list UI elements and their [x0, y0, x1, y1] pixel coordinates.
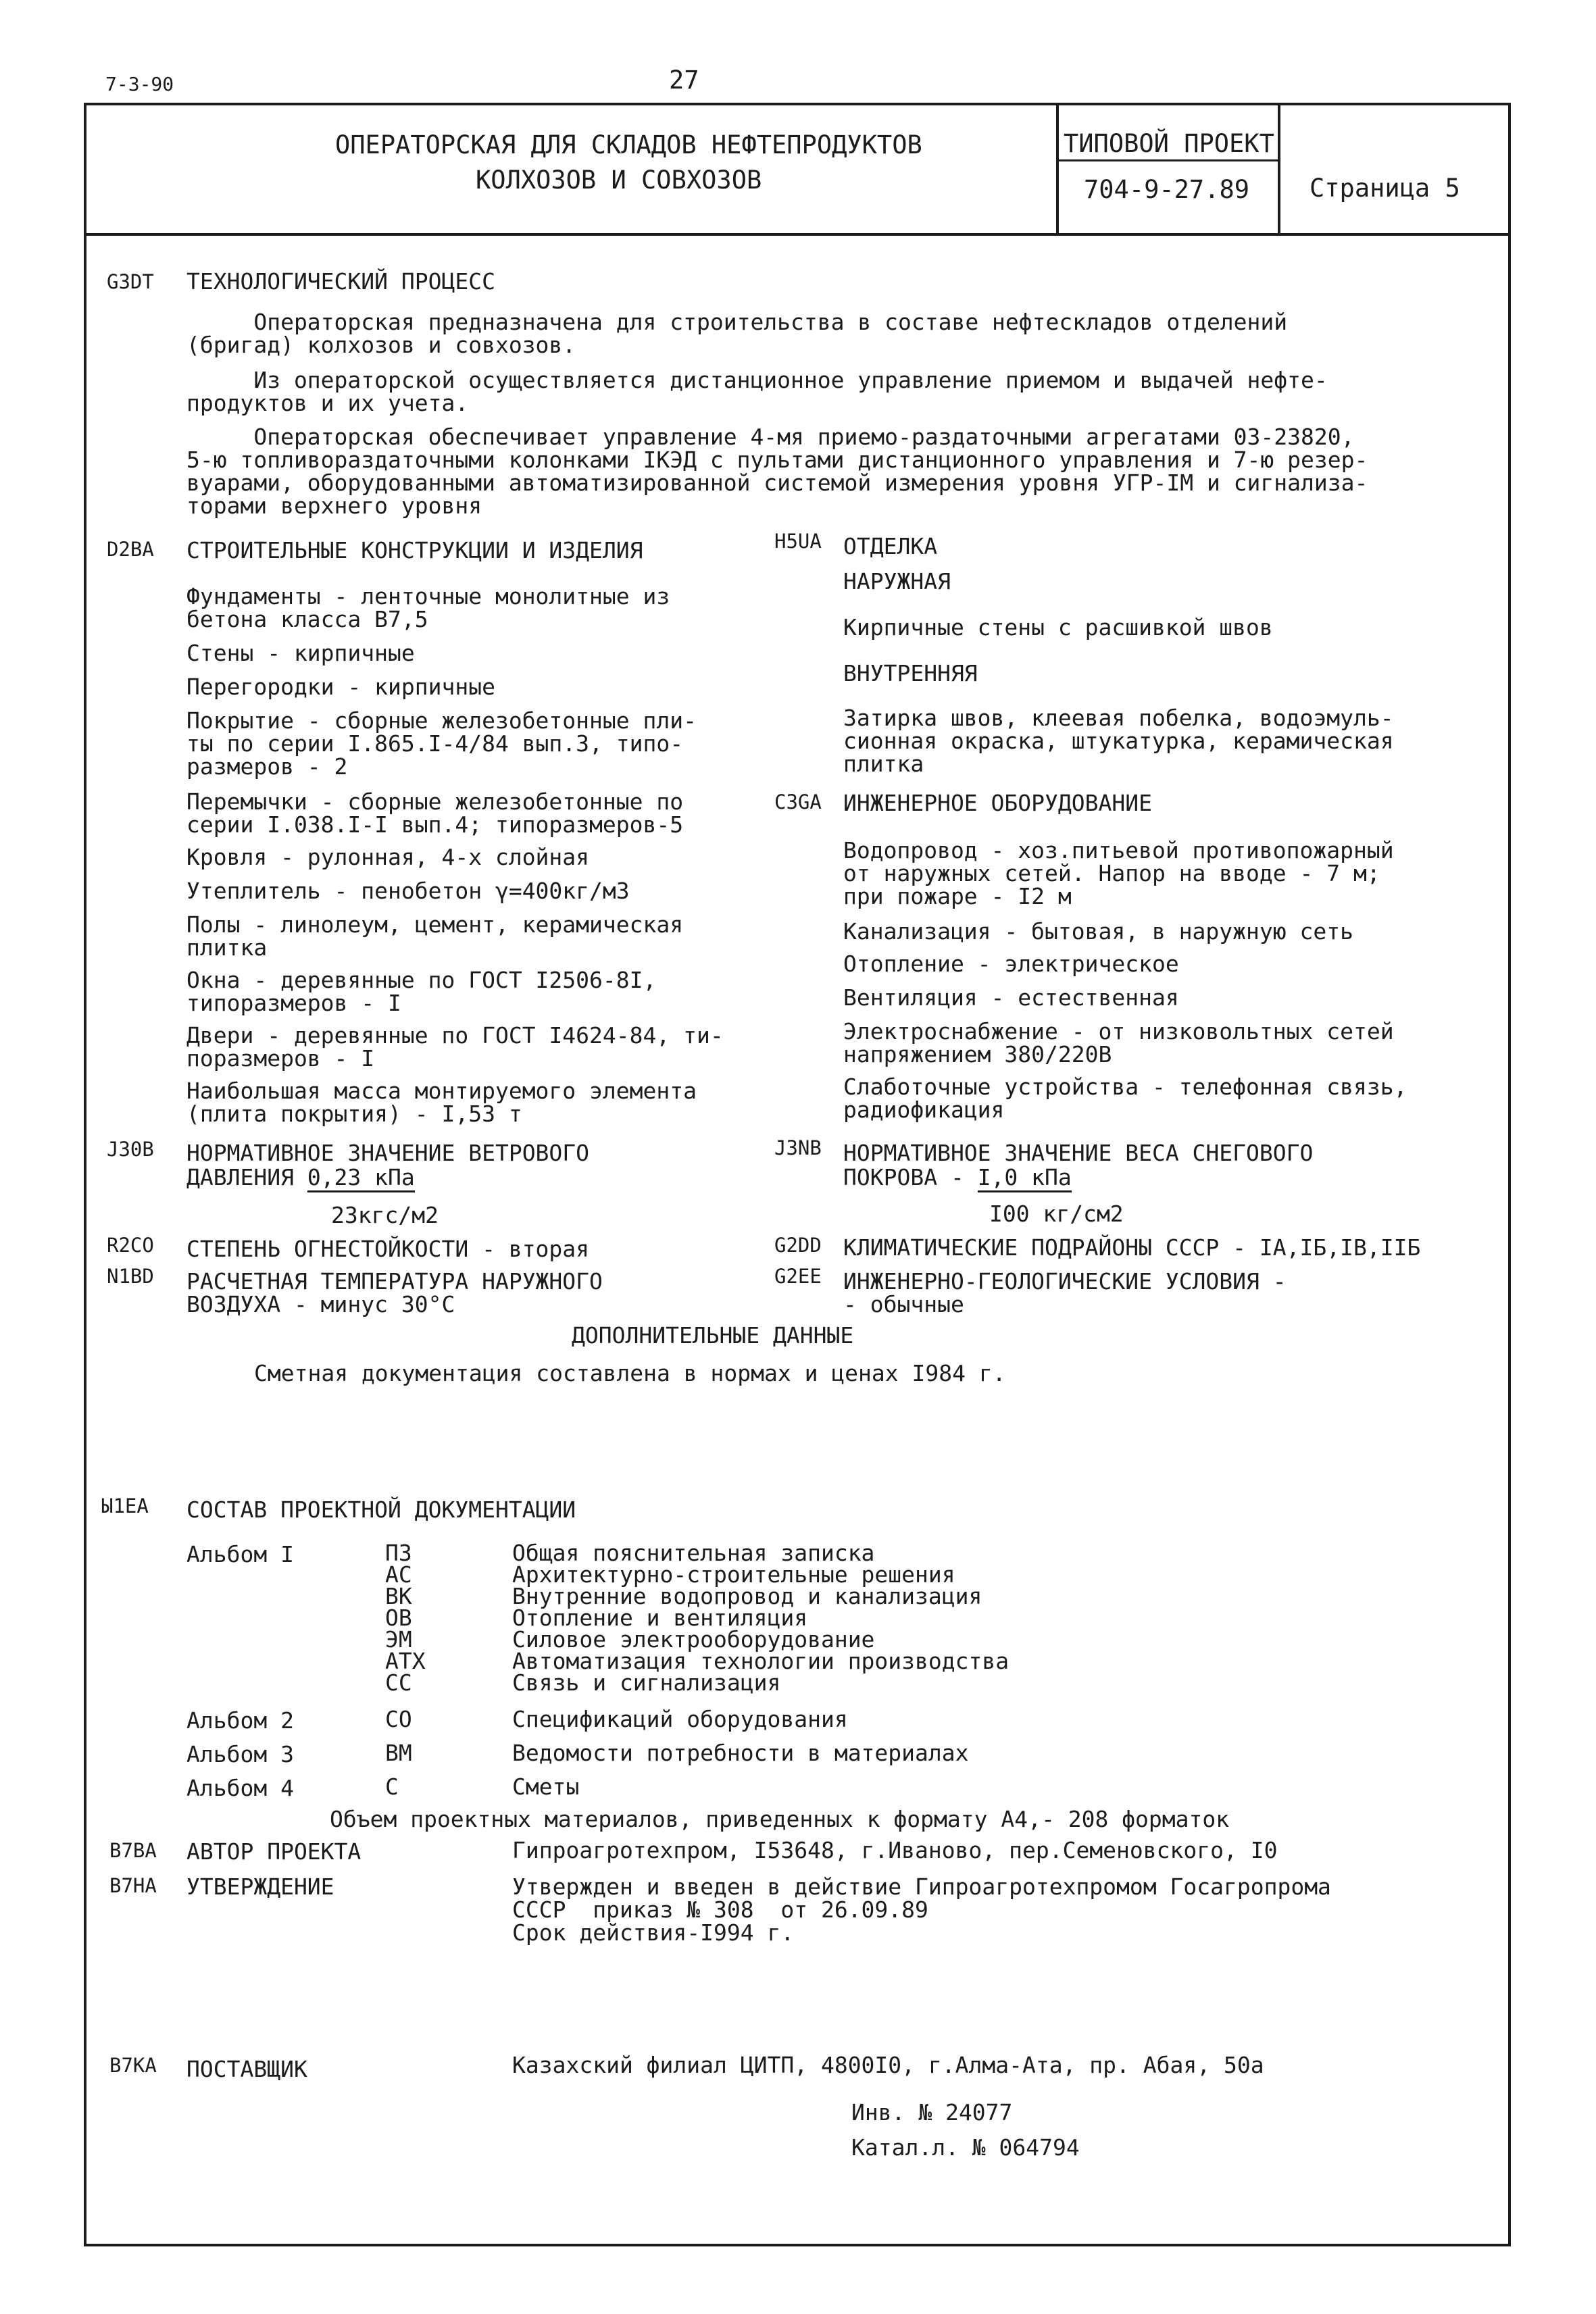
doc-desc: Архитектурно-строительные решения: [512, 1561, 955, 1588]
construct-item: Утеплитель - пенобетон γ=400кг/м3: [186, 878, 630, 904]
tech-paragraph-3: Операторская обеспечивает управление 4-мя приемо-раздаточными агрегатами 03-23820, 5-ю топливораздаточными колонками IКЭД с пультами дистанционного управления и 7-ю резер- вуарами, оборудованными автоматизированной системой измерения уровня УГР-IM и сигнализа- торами верхнего уровня: [186, 424, 1368, 519]
additional-title: ДОПОЛНИТЕЛЬНЫЕ ДАННЫЕ: [572, 1322, 854, 1349]
finish-outer-text: Кирпичные стены с расшивкой швов: [843, 614, 1273, 640]
album-label: Альбом 4: [186, 1775, 294, 1801]
doc-desc: Силовое электрооборудование: [512, 1626, 875, 1653]
doc-mark: ОВ: [385, 1605, 412, 1631]
sheet-ref: 7-3-90: [105, 73, 174, 95]
tech-paragraph-2: Из операторской осуществляется дистанционное управление приемом и выдачей нефте- продуктов и их учета.: [186, 367, 1328, 416]
construct-item: Кровля - рулонная, 4-х слойная: [186, 844, 590, 870]
snow-title: НОРМАТИВНОЕ ЗНАЧЕНИЕ ВЕСА СНЕГОВОГО: [843, 1140, 1314, 1166]
section-code: J3NB: [774, 1136, 822, 1159]
snow-alt-value: I00 кг/см2: [989, 1201, 1124, 1227]
doc-desc: Общая пояснительная записка: [512, 1540, 875, 1566]
section-title-engineering: ИНЖЕНЕРНОЕ ОБОРУДОВАНИЕ: [843, 790, 1152, 816]
page-number: 27: [669, 66, 699, 95]
construct-item: Двери - деревянные по ГОСТ I4624-84, ти- поразмеров - I: [186, 1022, 724, 1072]
tech-paragraph-1: Операторская предназначена для строительства в составе нефтескладов отделений (бригад) колхозов и совхозов.: [186, 309, 1288, 358]
section-title-finish: ОТДЕЛКА: [843, 533, 938, 559]
construct-item: Стены - кирпичные: [186, 640, 415, 666]
document-title-line2: КОЛХОЗОВ И СОВХОЗОВ: [476, 166, 762, 195]
engineering-item: Электроснабжение - от низковольтных сетей напряжением 380/220В: [843, 1018, 1394, 1067]
construct-item: Перемычки - сборные железобетонные по серии I.038.I-I вып.4; типоразмеров-5: [186, 788, 684, 838]
construct-item: Полы - линолеум, цемент, керамическая плитка: [186, 911, 684, 961]
doc-desc: Связь и сигнализация: [512, 1669, 781, 1696]
doc-mark: ЭМ: [385, 1626, 412, 1653]
section-code: B7HA: [109, 1874, 157, 1897]
finish-outer-title: НАРУЖНАЯ: [843, 568, 951, 595]
doc-mark: СО: [385, 1706, 412, 1732]
construct-item: Наибольшая масса монтируемого элемента (плита покрытия) - I,53 т: [186, 1078, 697, 1127]
section-title-tech: ТЕХНОЛОГИЧЕСКИЙ ПРОЦЕСС: [186, 268, 495, 295]
finish-inner-text: Затирка швов, клеевая побелка, водоэмуль- сионная окраска, штукатурка, керамическая плитка: [843, 705, 1394, 777]
additional-text: Сметная документация составлена в нормах и ценах I984 г.: [254, 1360, 1006, 1386]
construct-item: Перегородки - кирпичные: [186, 674, 495, 700]
author-value: Гипроагротехпром, I53648, г.Иваново, пер.Семеновского, I0: [512, 1837, 1278, 1863]
album-label: Альбом 2: [186, 1707, 294, 1734]
engineering-item: Слаботочные устройства - телефонная связь, радиофикация: [843, 1074, 1407, 1123]
doc-desc: Внутренние водопровод и канализация: [512, 1583, 982, 1609]
doc-desc: Автоматизация технологии производства: [512, 1648, 1009, 1674]
engineering-item: Отопление - электрическое: [843, 951, 1179, 977]
geology-conditions: ИНЖЕНЕРНО-ГЕОЛОГИЧЕСКИЕ УСЛОВИЯ - - обычные: [843, 1268, 1287, 1317]
project-label: ТИПОВОЙ ПРОЕКТ: [1064, 129, 1274, 158]
header-project-divider: [1056, 159, 1279, 161]
section-code: C3GA: [774, 790, 822, 813]
supplier-label: ПОСТАВЩИК: [186, 2056, 307, 2082]
doc-mark: АС: [385, 1561, 412, 1588]
finish-inner-title: ВНУТРЕННЯЯ: [843, 660, 978, 686]
section-code: B7BA: [109, 1839, 157, 1862]
section-code: B7KA: [109, 2054, 157, 2077]
construct-item: Фундаменты - ленточные монолитные из бетона класса В7,5: [186, 583, 670, 632]
section-title-docs: СОСТАВ ПРОЕКТНОЙ ДОКУМЕНТАЦИИ: [186, 1496, 576, 1523]
construct-item: Окна - деревянные по ГОСТ I2506-8I, типоразмеров - I: [186, 967, 657, 1016]
wind-title: НОРМАТИВНОЕ ЗНАЧЕНИЕ ВЕТРОВОГО: [186, 1140, 590, 1166]
doc-mark: ВМ: [385, 1740, 412, 1766]
wind-alt-value: 23кгс/м2: [331, 1202, 439, 1228]
section-code: Ы1ЕА: [101, 1494, 149, 1517]
frame-top: [84, 103, 1511, 105]
page-label: Страница 5: [1310, 174, 1460, 203]
engineering-item: Водопровод - хоз.питьевой противопожарный от наружных сетей. Напор на вводе - 7 м; при пожаре - I2 м: [843, 837, 1394, 909]
album-label: Альбом 3: [186, 1741, 294, 1767]
doc-mark: С: [385, 1774, 399, 1800]
document-title-line1: ОПЕРАТОРСКАЯ ДЛЯ СКЛАДОВ НЕФТЕПРОДУКТОВ: [335, 130, 922, 159]
doc-mark: АТХ: [385, 1648, 426, 1674]
section-code: G2EE: [774, 1265, 822, 1288]
fire-resistance: СТЕПЕНЬ ОГНЕСТОЙКОСТИ - вторая: [186, 1236, 590, 1262]
outdoor-temperature: РАСЧЕТНАЯ ТЕМПЕРАТУРА НАРУЖНОГО ВОЗДУХА - минус 30°С: [186, 1268, 603, 1317]
snow-label: ПОКРОВА -: [843, 1164, 978, 1190]
section-title-construct: СТРОИТЕЛЬНЫЕ КОНСТРУКЦИИ И ИЗДЕЛИЯ: [186, 537, 643, 563]
header-divider-2: [1278, 103, 1280, 234]
frame-right: [1508, 103, 1511, 2246]
wind-value: 0,23 кПа: [307, 1166, 415, 1192]
docs-volume: Объем проектных материалов, приведенных к формату А4,- 208 форматок: [330, 1806, 1230, 1832]
project-number: 704-9-27.89: [1084, 175, 1250, 204]
section-code: G3DT: [107, 270, 154, 293]
doc-mark: ПЗ: [385, 1540, 412, 1566]
frame-header-bottom: [84, 233, 1511, 236]
snow-value-line: [843, 1166, 1072, 1192]
section-code: R2CO: [107, 1234, 154, 1257]
section-code: H5UA: [774, 530, 822, 553]
header-divider-1: [1056, 103, 1059, 234]
snow-value: I,0 кПа: [978, 1166, 1072, 1192]
frame-left: [84, 103, 86, 2246]
doc-desc: Спецификаций оборудования: [512, 1706, 848, 1732]
approval-label: УТВЕРЖДЕНИЕ: [186, 1873, 334, 1900]
inventory-number: Инв. № 24077: [851, 2099, 1013, 2126]
doc-desc: Отопление и вентиляция: [512, 1605, 808, 1631]
doc-desc: Сметы: [512, 1774, 580, 1800]
climate-regions: КЛИМАТИЧЕСКИЕ ПОДРАЙОНЫ СССР - IА,IБ,IВ,IIБ: [843, 1234, 1421, 1261]
album-label: Альбом I: [186, 1541, 294, 1567]
engineering-item: Канализация - бытовая, в наружную сеть: [843, 918, 1353, 945]
wind-label: ДАВЛЕНИЯ: [186, 1164, 307, 1190]
section-code: J30B: [107, 1138, 154, 1161]
author-label: АВТОР ПРОЕКТА: [186, 1838, 361, 1865]
section-code: G2DD: [774, 1234, 822, 1257]
doc-desc: Ведомости потребности в материалах: [512, 1740, 969, 1766]
frame-bottom: [84, 2244, 1511, 2246]
approval-value: Утвержден и введен в действие Гипроагротехпромом Госагропрома СССР приказ № 308 от 26.09.89 Срок действия-I994 г.: [512, 1873, 1331, 1946]
catalog-number: Катал.л. № 064794: [851, 2134, 1080, 2161]
engineering-item: Вентиляция - естественная: [843, 984, 1179, 1011]
doc-mark: ВК: [385, 1583, 412, 1609]
construct-item: Покрытие - сборные железобетонные пли- ты по серии I.865.I-4/84 вып.3, типо- размеров - 2: [186, 707, 697, 780]
section-code: D2BA: [107, 538, 154, 561]
section-code: N1BD: [107, 1265, 154, 1288]
supplier-value: Казахский филиал ЦИТП, 4800I0, г.Алма-Ата, пр. Абая, 50а: [512, 2052, 1264, 2078]
wind-value-line: [186, 1166, 415, 1192]
doc-mark: СС: [385, 1669, 412, 1696]
